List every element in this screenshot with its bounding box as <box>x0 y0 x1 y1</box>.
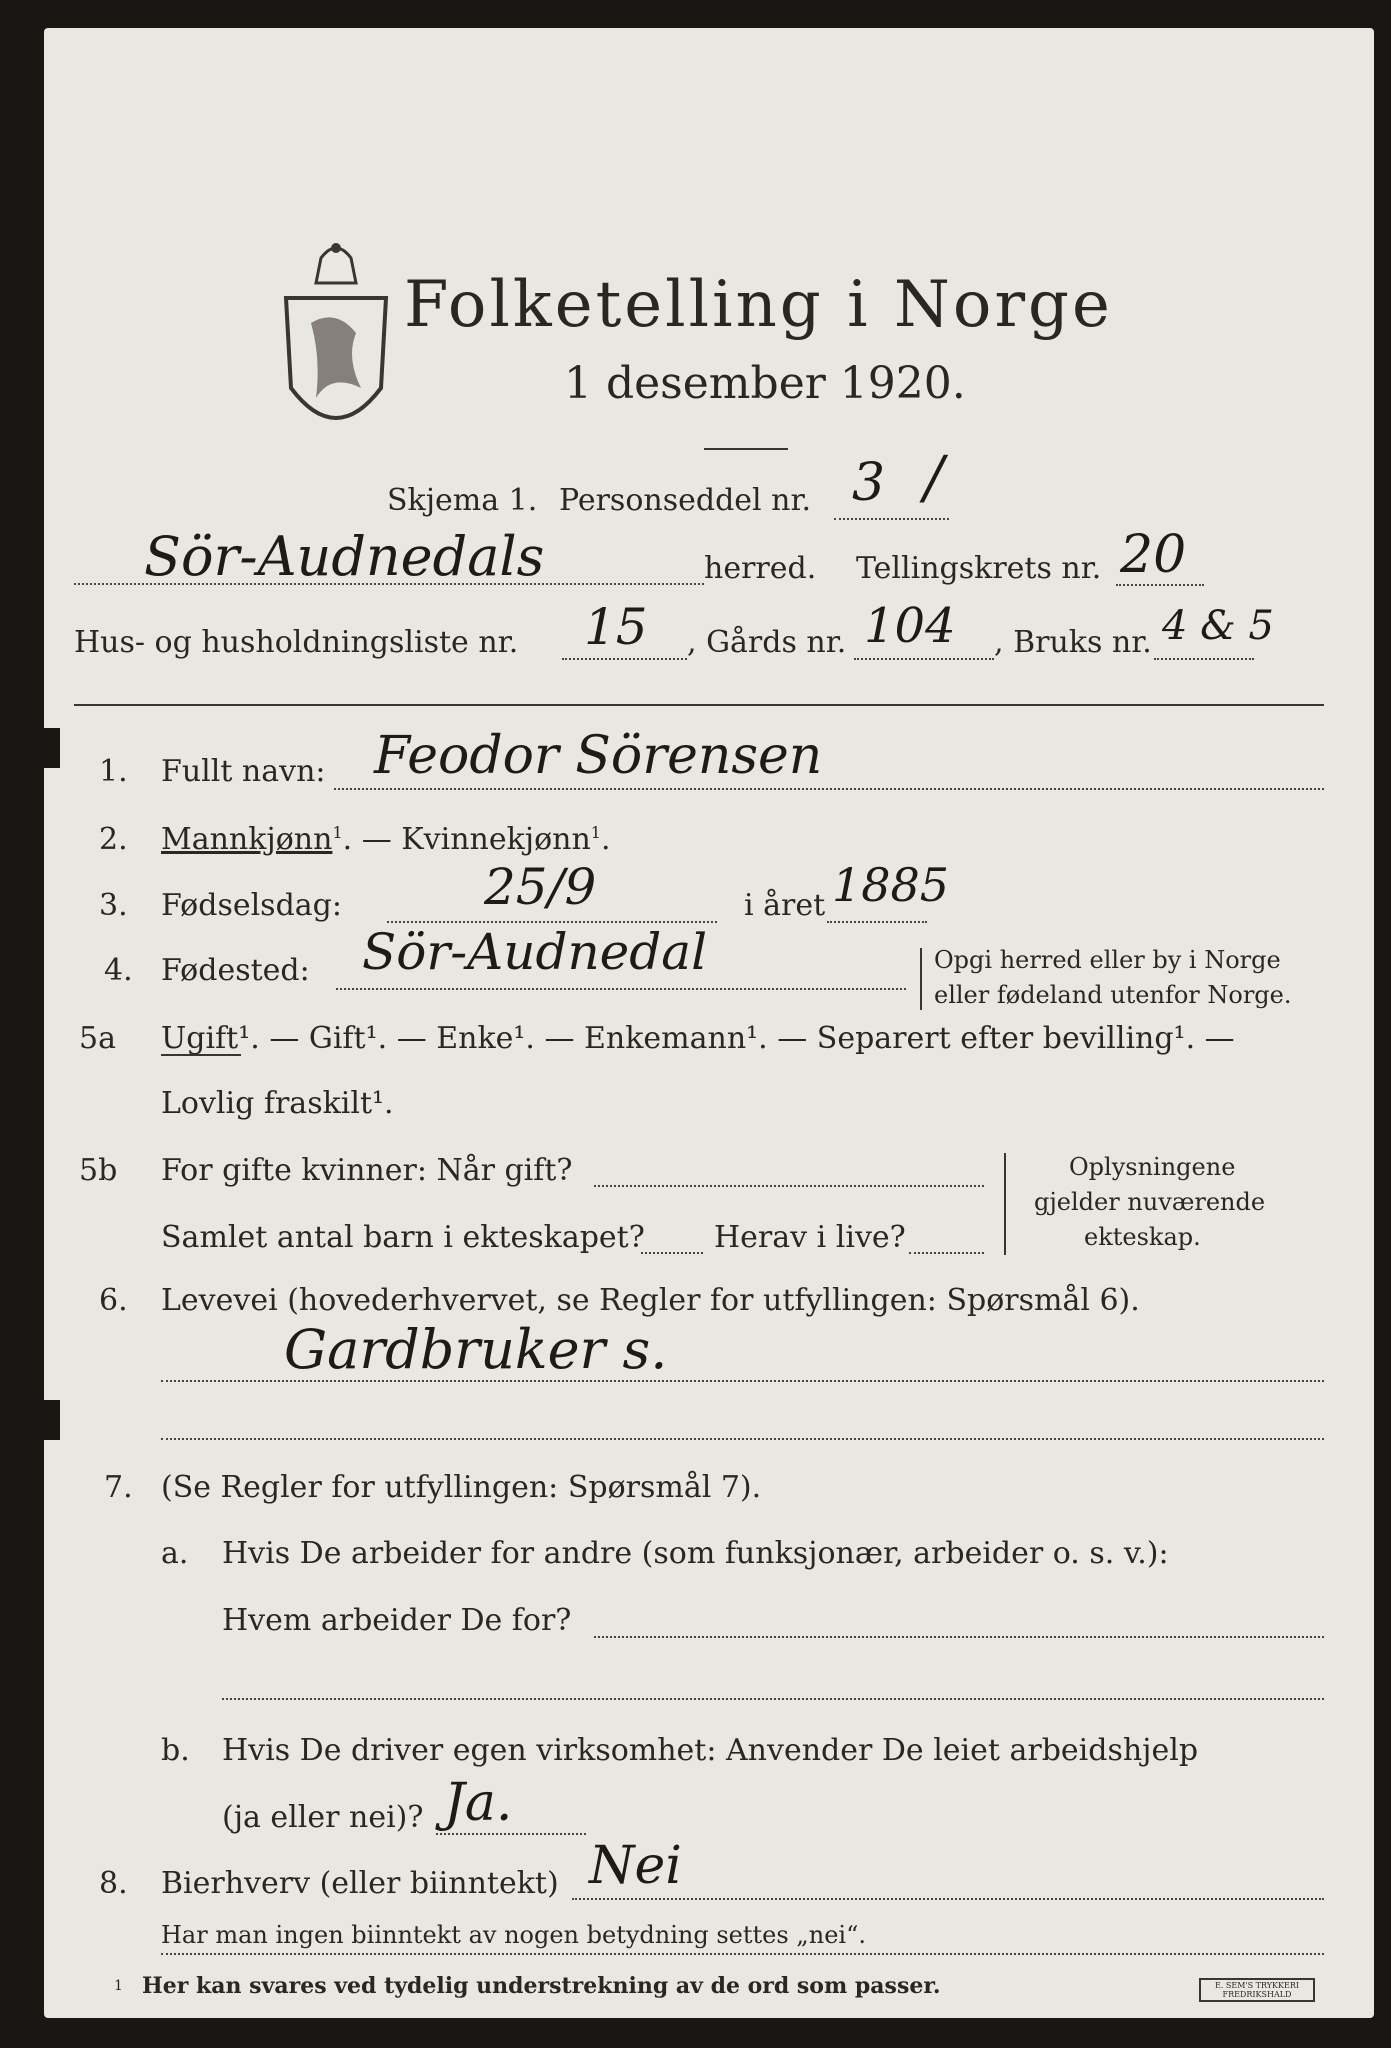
bruk-value: 4 & 5 <box>1162 603 1274 649</box>
nei-note: Har man ingen biinntekt av nogen betydning settes „nei“. <box>161 1921 866 1949</box>
hus-value: 15 <box>584 598 648 656</box>
q5b-label2: Samlet antal barn i ekteskapet? <box>161 1220 645 1255</box>
gard-value: 104 <box>864 598 956 654</box>
printer-stamp <box>1199 1978 1315 2002</box>
q6-number: 6. <box>99 1283 128 1318</box>
form-date: 1 desember 1920. <box>564 358 966 409</box>
form-title: Folketelling i Norge <box>404 268 1113 342</box>
q7-label: (Se Regler for utfyllingen: Spørsmål 7). <box>161 1470 762 1505</box>
q4-value: Sör-Audnedal <box>362 923 708 981</box>
q7a-line1 <box>594 1636 1324 1638</box>
q5b-note-brace <box>1004 1153 1006 1255</box>
herred-label: herred. <box>704 551 817 586</box>
hus-label: Hus- og husholdningsliste nr. <box>74 625 519 660</box>
q5b-line2 <box>641 1252 703 1254</box>
krets-label: Tellingskrets nr. <box>856 551 1102 586</box>
binding-tab <box>30 1400 60 1440</box>
q1-label: Fullt navn: <box>161 754 326 789</box>
persondel-line <box>834 518 949 520</box>
krets-value: 20 <box>1120 525 1187 585</box>
q1-value: Feodor Sörensen <box>374 726 823 786</box>
q7a-line2 <box>222 1698 1324 1700</box>
q2-female: Kvinnekjønn <box>401 822 591 857</box>
q7a-number: a. <box>161 1536 189 1571</box>
q3-number: 3. <box>99 888 128 923</box>
coat-of-arms-icon <box>276 238 396 453</box>
gard-line <box>854 658 994 660</box>
persondel-label: Personseddel nr. <box>559 483 812 518</box>
gard-label: , Gårds nr. <box>687 625 847 660</box>
q3-value: 25/9 <box>484 858 597 916</box>
q5b-label1: For gifte kvinner: Når gift? <box>161 1153 573 1188</box>
q7-number: 7. <box>104 1470 133 1505</box>
persondel-mark: / <box>924 443 944 511</box>
printer-stamp-text: E. SEM'S TRYKKERI FREDRIKSHALD <box>1214 1981 1300 1999</box>
q8-number: 8. <box>99 1866 128 1901</box>
footnote-number: 1 <box>114 1978 123 1994</box>
q8-label: Bierhverv (eller biinntekt) <box>161 1866 559 1901</box>
q2-end: . <box>600 822 611 857</box>
q3-year-line <box>827 921 927 923</box>
q5b-note-3: ekteskap. <box>1084 1223 1201 1251</box>
q5b-label3: Herav i live? <box>714 1220 906 1255</box>
q7b-value: Ja. <box>444 1773 513 1833</box>
q7b-label2: (ja eller nei)? <box>222 1800 424 1835</box>
q5b-number: 5b <box>79 1153 118 1188</box>
q5a-number: 5a <box>79 1021 116 1056</box>
q5b-note-2: gjelder nuværende <box>1034 1188 1266 1216</box>
q6-line2 <box>161 1438 1324 1440</box>
q7b-line <box>436 1833 586 1835</box>
q2-sep: . — <box>342 822 402 857</box>
q4-line <box>336 988 906 990</box>
q3-year-label: i året <box>744 888 826 923</box>
q5a-ugift-underline <box>161 1054 241 1056</box>
binding-tab <box>30 728 60 768</box>
q3-label: Fødselsdag: <box>161 888 342 923</box>
q7a-label: Hvis De arbeider for andre (som funksjonær, arbeider o. s. v.): <box>222 1536 1169 1571</box>
q2-number: 2. <box>99 822 128 857</box>
q6-value: Gardbruker s. <box>284 1318 668 1381</box>
q4-note-brace <box>920 948 922 1010</box>
q5a-options: Ugift¹. — Gift¹. — Enke¹. — Enkemann¹. — Separert efter bevilling¹. — <box>161 1021 1235 1056</box>
q5b-note-1: Oplysningene <box>1069 1153 1236 1181</box>
q8-value: Nei <box>589 1836 682 1896</box>
persondel-value: 3 <box>852 453 886 513</box>
q4-number: 4. <box>104 953 133 988</box>
q7a-label2: Hvem arbeider De for? <box>222 1603 572 1638</box>
bruk-label: , Bruks nr. <box>994 625 1152 660</box>
title-divider <box>704 448 788 450</box>
q2-male: Mannkjønn <box>161 822 333 857</box>
schema-label: Skjema 1. <box>387 483 538 518</box>
q3-year-value: 1885 <box>832 858 950 912</box>
herred-value: Sör-Audnedals <box>144 525 545 588</box>
q1-number: 1. <box>99 754 128 789</box>
census-form-page <box>44 28 1374 2018</box>
q7b-label: Hvis De driver egen virksomhet: Anvender De leiet arbeidshjelp <box>222 1733 1199 1768</box>
q2-gender <box>161 822 611 857</box>
q6-label: Levevei (hovederhvervet, se Regler for utfyllingen: Spørsmål 6). <box>161 1283 1140 1318</box>
q8-line2 <box>161 1953 1324 1955</box>
footnote-text: Her kan svares ved tydelig understrekning av de ord som passer. <box>142 1973 941 1999</box>
q4-note-2: eller fødeland utenfor Norge. <box>934 981 1292 1009</box>
header-divider <box>74 704 1324 706</box>
q5a-line2: Lovlig fraskilt¹. <box>161 1086 394 1121</box>
q4-note-1: Opgi herred eller by i Norge <box>934 946 1281 974</box>
q4-label: Fødested: <box>161 953 310 988</box>
q2-female-sup: 1 <box>590 823 601 842</box>
q2-male-sup: 1 <box>332 823 343 842</box>
q7b-number: b. <box>161 1733 190 1768</box>
bruk-line <box>1154 658 1254 660</box>
q8-line1 <box>572 1898 1324 1900</box>
q5b-line1 <box>594 1185 984 1187</box>
hus-line <box>562 658 687 660</box>
q5b-line3 <box>909 1252 984 1254</box>
q1-line <box>334 788 1324 790</box>
